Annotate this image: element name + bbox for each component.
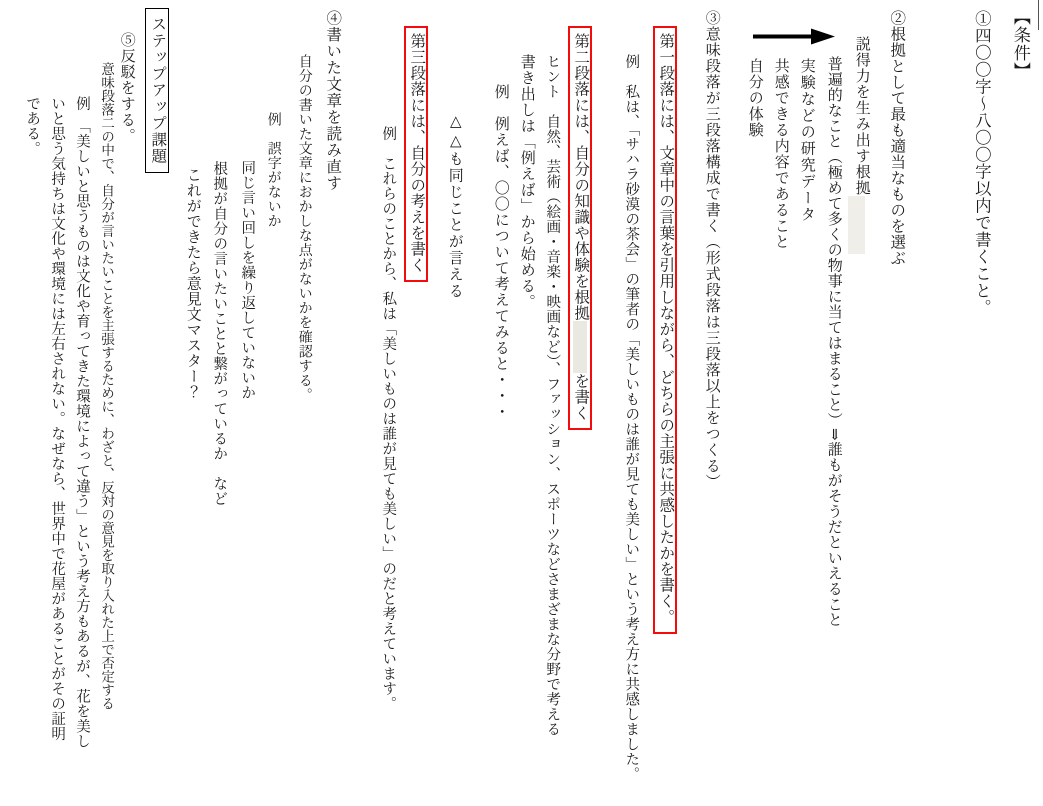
condition-5-heading: ⑤反駁をする。 bbox=[118, 32, 135, 144]
flow-right-arrow-icon bbox=[753, 28, 835, 45]
basis-research-data: 実験などの研究データ bbox=[798, 58, 815, 223]
paragraph-2-example: 例 例えば、〇〇について考えてみると・・・ bbox=[492, 84, 509, 420]
basis-empathy: 共感できる内容であること bbox=[772, 58, 789, 250]
paragraph-1-rule-box bbox=[653, 26, 677, 634]
recheck-item-3: 根拠が自分の言いたいことと繋がっているか など bbox=[211, 161, 228, 506]
paragraph-2-rule bbox=[572, 33, 588, 421]
rebuttal-description: 意味段落二の中で、自分が言いたいことを主張するために、わざと、反対の意見を取り入れた上で否定する bbox=[99, 62, 115, 710]
basis-universal: 普遍的なこと（極めて多くの物事に当てはまること）⇒誰もがそうだといえること bbox=[825, 56, 842, 628]
paragraph-2-example-2: △△も同じことが言える bbox=[446, 112, 463, 300]
paragraph-2-rule-before-blank: 第二段落には、自分の知識や体験を根拠 bbox=[572, 33, 590, 321]
condition-4-heading: ④書いた文章を読み直す bbox=[324, 10, 342, 192]
paragraph-3-rule: 第三段落には、自分の考えを書く bbox=[408, 33, 426, 273]
recheck-item-2: 同じ言い回しを繰り返していないか bbox=[239, 160, 256, 400]
rebuttal-example: 例 「美しいと思うものは文化や育ってきた環境によって違う」という考え方もあるが、花を美しいと思う気持ちは文化や環境には左右されない。なぜなら、世界中で花屋があることがその証明である。 bbox=[24, 96, 90, 749]
paragraph-2-blank-highlight bbox=[573, 321, 587, 373]
paragraph-1-rule: 第一段落には、文章中の言葉を引用しながら、どちらの主張に共感したかを書く。 bbox=[657, 33, 675, 625]
page-edge-mark bbox=[1038, 0, 1039, 30]
stepup-title-box bbox=[145, 8, 169, 173]
document-title: 【条件】 bbox=[1010, 8, 1030, 80]
recheck-closing: これができたら意見文マスター？ bbox=[184, 167, 201, 400]
condition-2-heading: ②根拠として最も適当なものを選ぶ bbox=[888, 10, 906, 266]
recheck-example: 例 誤字がないか bbox=[265, 112, 281, 228]
paragraph-2-hint: ヒント 自然、芸術（絵画・音楽・映画など）、ファッション、スポーツなどさまざまな分野で考える bbox=[544, 54, 561, 737]
paragraph-3-rule-box bbox=[404, 26, 428, 282]
paragraph-2-rule-box bbox=[568, 26, 592, 430]
stepup-title: ステップアップ課題 bbox=[149, 16, 167, 165]
paragraph-2-rule-after-blank: を書く bbox=[572, 373, 590, 421]
paragraph-3-example: 例 これらのことから、私は「美しいものは誰が見ても美しい」のだと考えています。 bbox=[380, 126, 397, 711]
paragraph-2-opening: 書き出しは「例えば」から始める。 bbox=[518, 54, 535, 310]
condition-3-heading: ③意味段落が三段落構成で書く（形式段落は三段落以上をつくる） bbox=[703, 10, 720, 490]
condition-1: ①四〇〇字〜八〇〇字以内で書くこと。 bbox=[972, 10, 992, 316]
persuasion-highlight bbox=[848, 196, 865, 254]
recheck-description: 自分の書いた文章におかしな点がないかを確認する。 bbox=[296, 54, 312, 402]
persuasion-basis: 説得力を生み出す根拠 bbox=[853, 36, 870, 196]
basis-own-experience: 自分の体験 bbox=[746, 58, 763, 138]
paragraph-1-example: 例 私は、「サハラ砂漠の茶会」の筆者の「美しいものは誰が見ても美しい」という考え方に共感しました。 bbox=[623, 54, 640, 782]
